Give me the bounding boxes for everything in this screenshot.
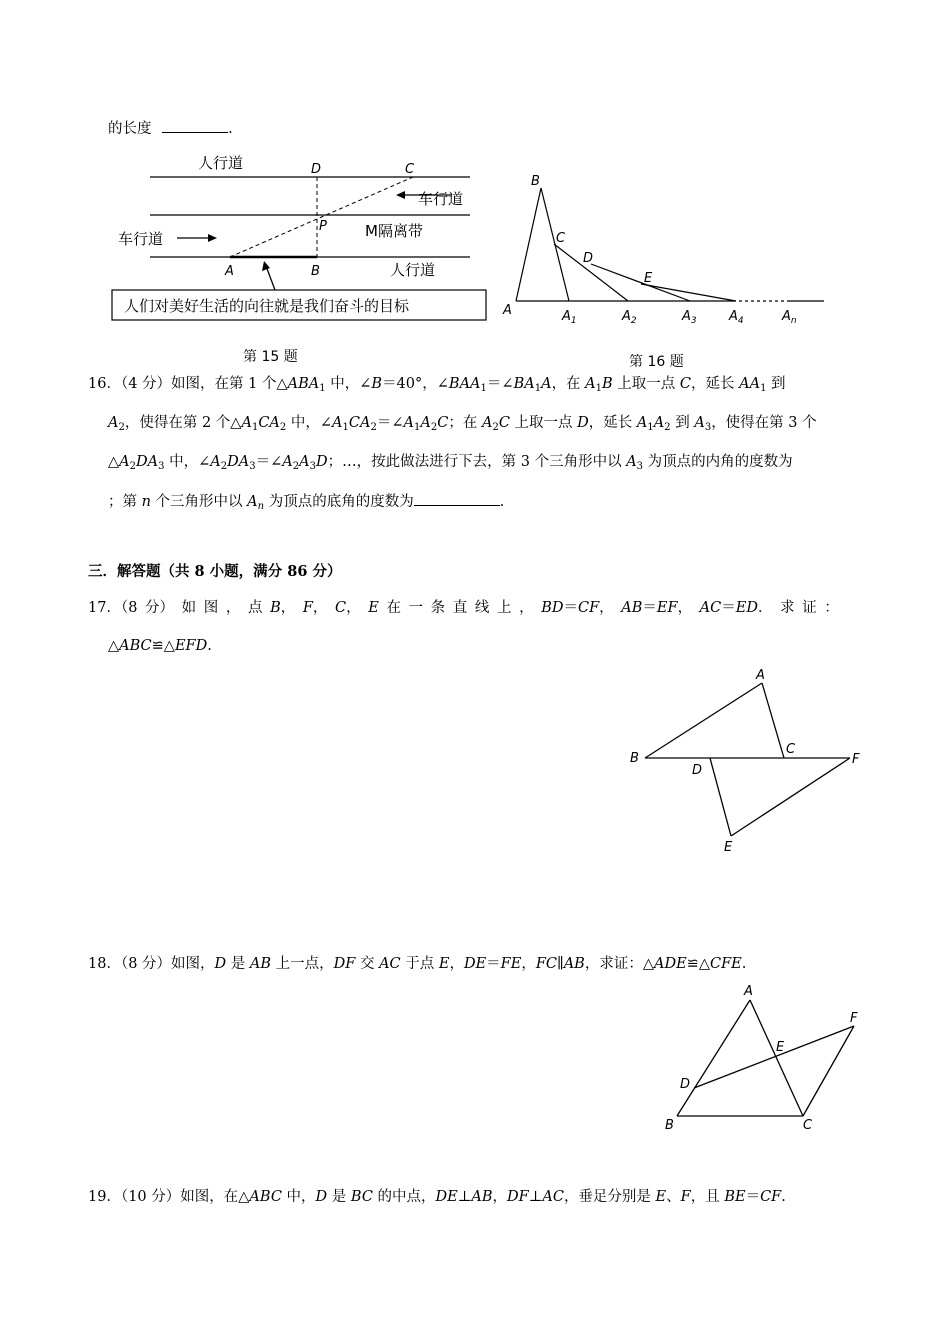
fig15-point-B: B [311, 264, 320, 279]
q18-number: 18． [88, 956, 121, 972]
figure-18 [655, 980, 870, 1135]
q15-tail: 的长度 . [108, 118, 233, 139]
fig18-point-F: F [850, 1011, 858, 1026]
answer-blank[interactable] [162, 118, 228, 133]
fig16-caption: 第 16 题 [629, 354, 684, 370]
fig18-point-A: A [744, 984, 753, 999]
fig16-point-A: A [503, 303, 512, 318]
fig17-point-E: E [724, 840, 733, 855]
fig16-point-A2: $A_2$ [622, 309, 637, 326]
q17-line-1: 17．（8 分） 如 图 ， 点 B， F， C， E 在 一 条 直 线 上 ， BD＝CF， AB＝EF， AC＝ED． 求 证 ： [88, 600, 839, 616]
fig18-point-E: E [776, 1040, 785, 1055]
fig17-point-B: B [630, 751, 639, 766]
q19-score: （10 分） [120, 1189, 181, 1205]
fig15-walkway-top: 人行道 [198, 154, 244, 172]
q19-number: 19． [88, 1189, 121, 1205]
fig16-point-A1: $A_1$ [562, 309, 577, 326]
answer-blank[interactable] [414, 491, 500, 506]
q16-score: （4 分） [120, 376, 172, 392]
q16-line-3: $\triangle A_2DA_3$ 中，$\angle A_2DA_3=\angle A_2A_3D$；…，按此做法进行下去，第 3 个三角形中以 $A_3$ 为顶点的内角的度数为 [108, 454, 793, 472]
q16-line-4: ；第 n 个三角形中以 $A_n$ 为顶点的底角的度数为 . [108, 491, 504, 512]
q19-line-1: 19．（10 分）如图，在△ABC 中，D 是 BC 的中点，DE⊥AB，DF⊥AC，垂足分别是 E、F，且 BE＝CF. [88, 1189, 786, 1205]
fig17-point-A: A [756, 668, 765, 683]
fig16-point-E: E [644, 271, 653, 286]
q17-line-2: △ABC≌△EFD. [108, 638, 212, 654]
figure-17 [622, 665, 872, 860]
fig18-point-D: D [680, 1077, 691, 1092]
q17-number: 17． [88, 600, 121, 616]
fig17-point-D: D [692, 763, 703, 778]
fig16-point-An: $A_n$ [782, 309, 797, 326]
q18-line-1: 18．（8 分）如图，D 是 AB 上一点，DF 交 AC 于点 E，DE＝FE，FC∥AB，求证：△ADE≌△CFE. [88, 956, 747, 972]
fig15-point-A: A [225, 264, 234, 279]
fig16-point-A3: $A_3$ [682, 309, 697, 326]
fig15-slogan: 人们对美好生活的向往就是我们奋斗的目标 [124, 297, 410, 315]
fig15-lane-left: 车行道 [118, 230, 164, 248]
figure-16 [498, 170, 828, 330]
q17-score: （8 分） [120, 600, 175, 616]
fig16-point-A4: $A_4$ [729, 309, 744, 326]
fig15-point-D: D [311, 162, 322, 177]
section-3-title: 三．解答题（共 8 小题，满分 86 分） [88, 563, 342, 580]
q18-score: （8 分） [120, 956, 172, 972]
fig18-point-C: C [803, 1118, 813, 1133]
fig15-point-P: P [319, 219, 327, 234]
q16-line-1: 16．（4 分）如图，在第 1 个$\triangle ABA_1$ 中，∠B＝40°，$\angle BAA_1=\angle BA_1A$，在 $A_1B$ 上取一点 C，延长 $AA_1$ 到 [88, 376, 786, 394]
fig18-point-B: B [665, 1118, 674, 1133]
figure-15 [100, 150, 500, 370]
fig15-walkway-bottom: 人行道 [390, 261, 436, 279]
fig15-lane-right: 车行道 [418, 190, 464, 208]
fig15-caption: 第 15 题 [243, 349, 298, 365]
fig16-point-D: D [583, 251, 594, 266]
fig15-point-C: C [405, 162, 415, 177]
fig16-point-C: C [556, 231, 566, 246]
fig17-point-C: C [786, 742, 796, 757]
q16-line-2: $A_2$，使得在第 2 个$\triangle A_1CA_2$ 中，$\angle A_1CA_2=\angle A_1A_2C$；在 $A_2C$ 上取一点 D，延长 $A_1A_2$ 到 $A_3$，使得在第 3 个 [108, 415, 817, 433]
q16-number: 16． [88, 376, 121, 392]
fig16-point-B: B [531, 174, 540, 189]
fig15-median: M隔离带 [365, 222, 423, 240]
fig17-point-F: F [852, 752, 860, 767]
